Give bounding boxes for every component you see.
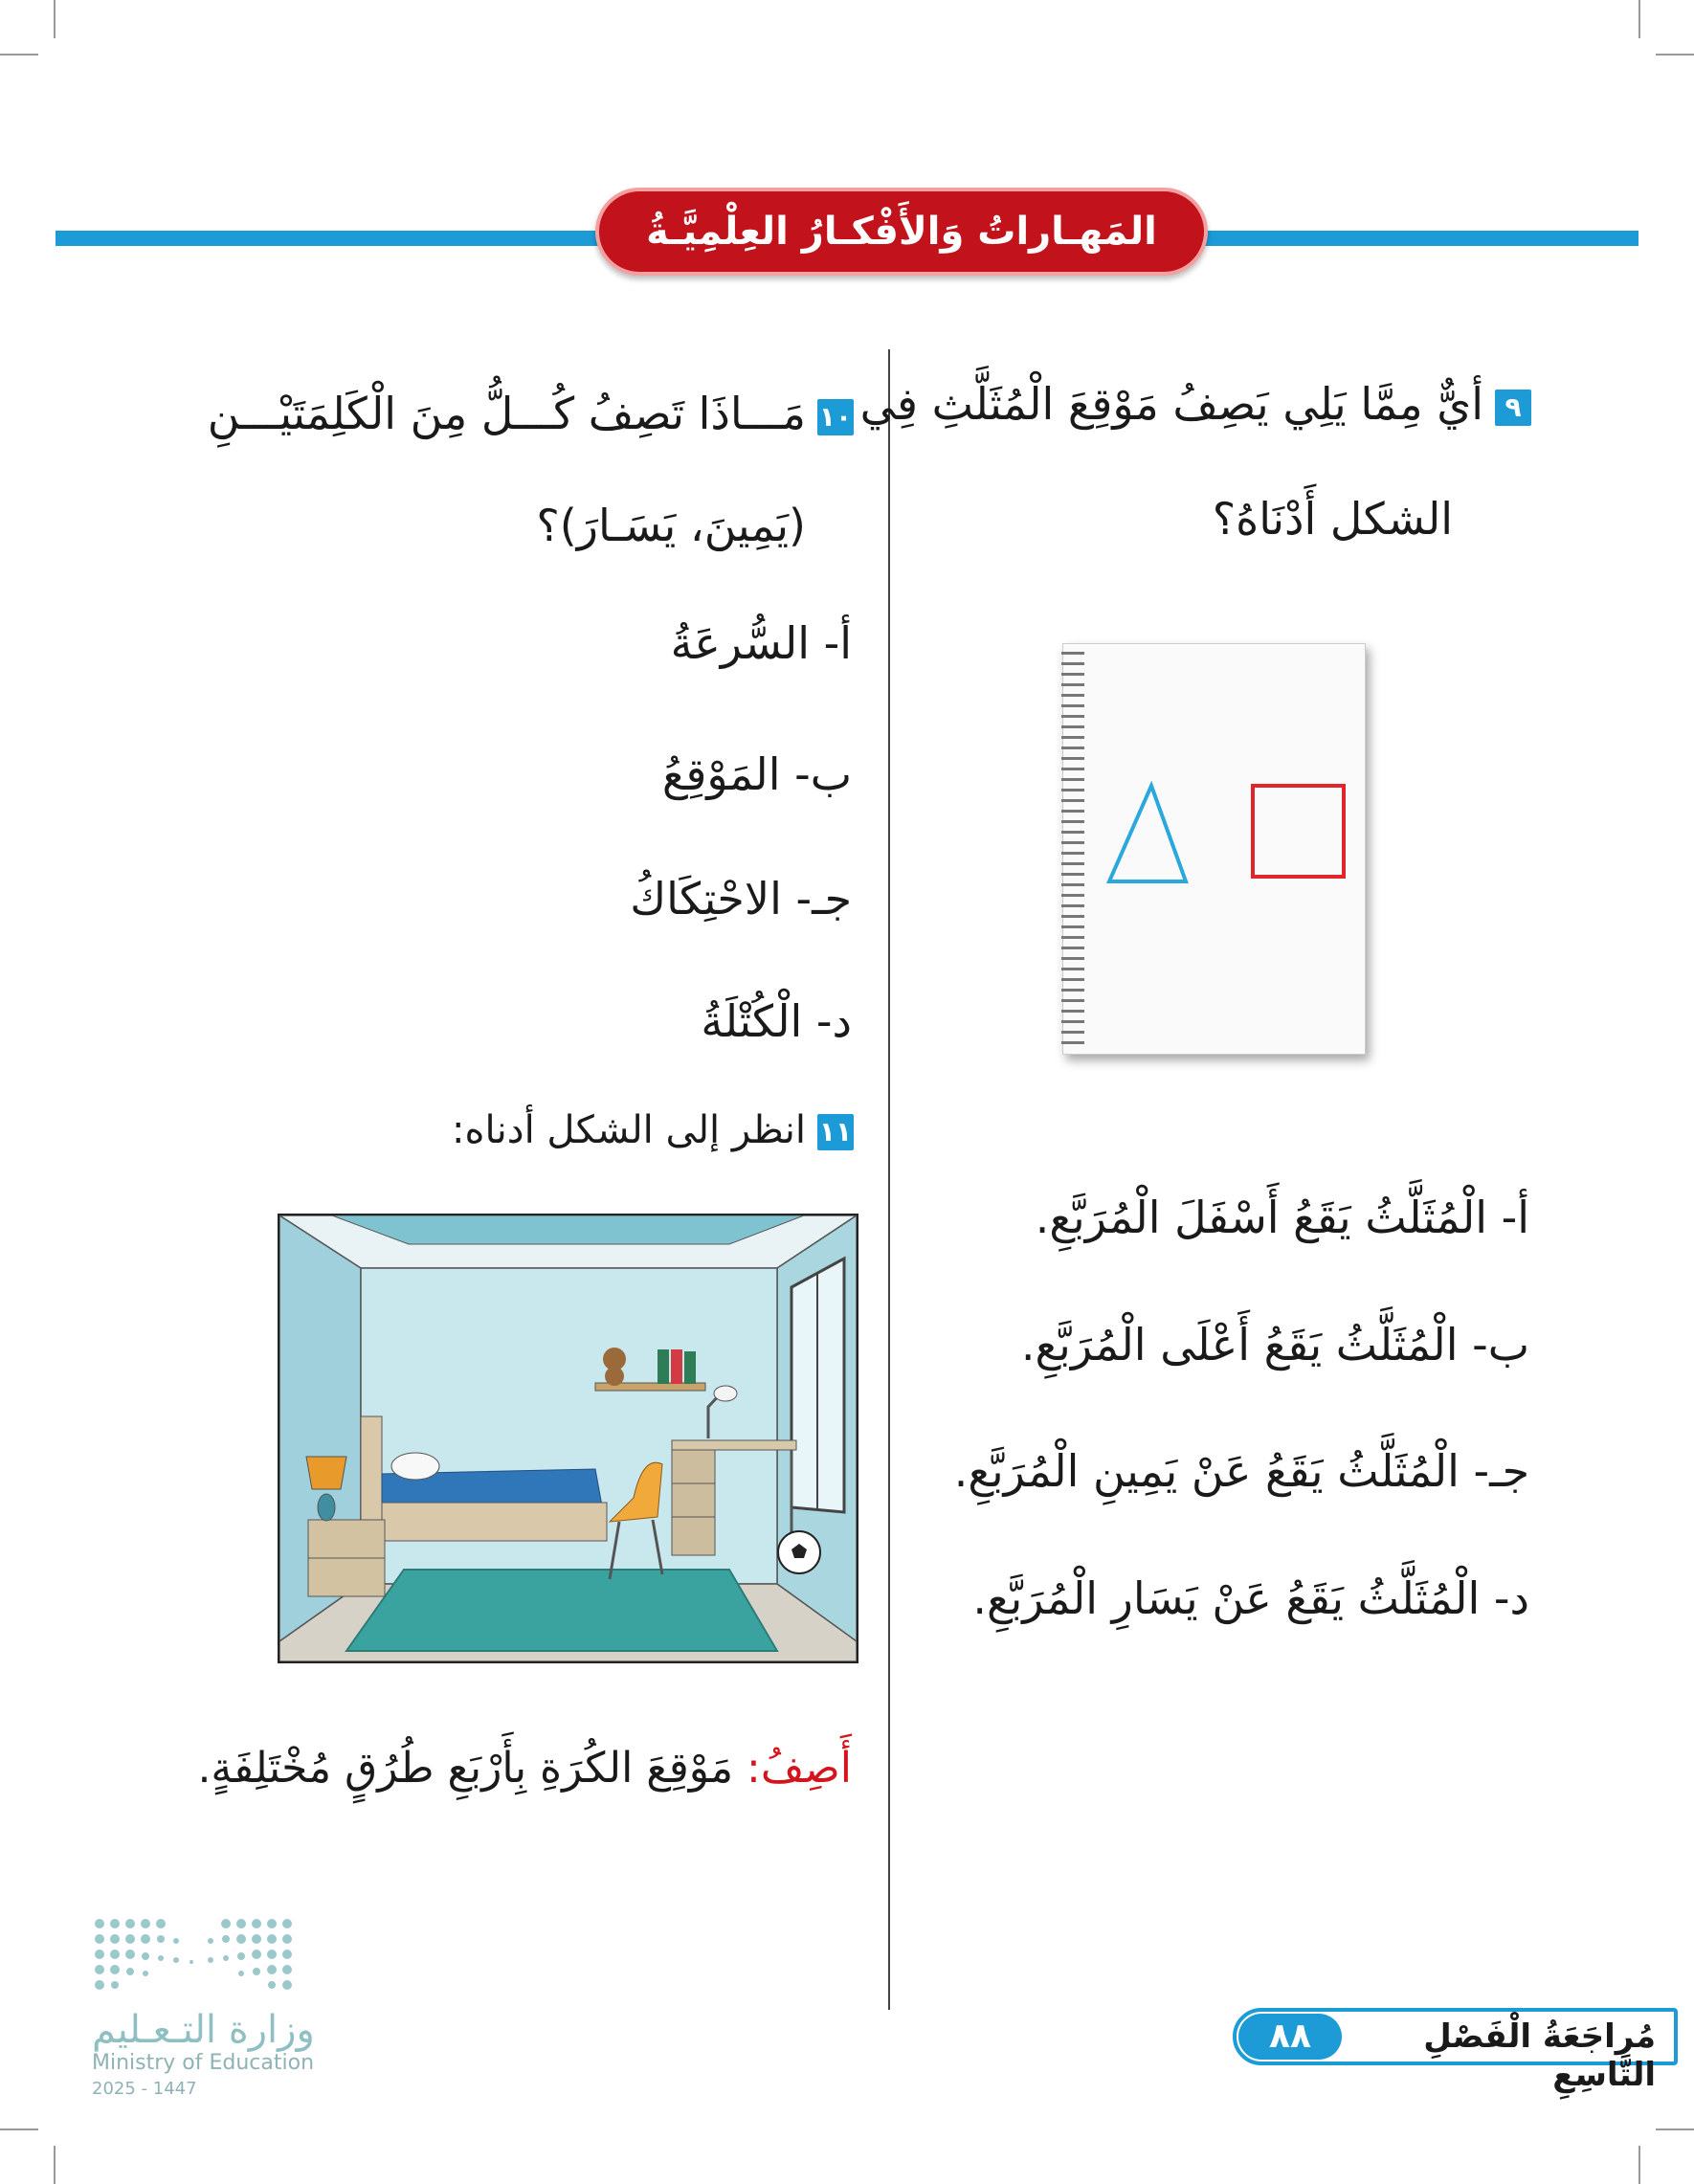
crop-mark xyxy=(54,2146,56,2184)
q10-option-d[interactable]: د- الْكُتْلَةُ xyxy=(701,995,852,1047)
q10-option-a[interactable]: أ- السُّرعَةُ xyxy=(670,617,852,669)
q9-option-b[interactable]: ب- الْمُثَلَّثُ يَقَعُ أَعْلَى الْمُرَبَّعِ. xyxy=(1020,1319,1529,1371)
q10-line2: (يَمِينَ، يَسَـارَ)؟ xyxy=(536,500,806,551)
ministry-name-en: Ministry of Education xyxy=(92,2051,315,2075)
q11-describe xyxy=(197,1744,852,1793)
section-title: المَهـاراتُ وَالأَفْكـارُ العِلْمِيَّـةُ xyxy=(646,210,1157,254)
notebook-image xyxy=(1062,643,1366,1055)
triangle-shape xyxy=(1109,786,1186,881)
chapter-review-title: مُراجَعَةُ الْفَصْلِ التَّاسِعِ xyxy=(1423,2017,1656,2094)
q9-line1: ٩أيٌّ مِمَّا يَلِي يَصِفُ مَوْقِعَ الْمُثَلَّثِ فِي xyxy=(860,378,1531,430)
q10-line1: ١٠مَـــاذَا تَصِفُ كُـــلُّ مِنَ الْكَلِمَتَيْـــنِ xyxy=(207,388,853,439)
q9-option-a[interactable]: أ- الْمُثَلَّثُ يَقَعُ أَسْفَلَ الْمُرَبَّعِ. xyxy=(1035,1192,1529,1243)
ministry-logo-icon xyxy=(92,1916,302,1997)
describe-text: مَوْقِعَ الكُرَةِ بِأَرْبَعِ طُرُقٍ مُخْتَلِفَةٍ. xyxy=(197,1744,747,1793)
square-shape xyxy=(1253,786,1344,877)
ministry-name-ar: وزارة التـعـليم xyxy=(92,2008,315,2052)
bedroom-illustration xyxy=(279,1215,857,1661)
crop-mark xyxy=(0,54,38,56)
bedroom-image xyxy=(278,1214,858,1663)
q10-option-c[interactable]: جـ- الاحْتِكَاكُ xyxy=(630,873,852,925)
crop-mark xyxy=(1656,54,1694,56)
describe-label: أَصِفُ: xyxy=(747,1744,852,1793)
crop-mark xyxy=(1656,2128,1694,2130)
q10-number-badge: ١٠ xyxy=(817,399,854,435)
crop-mark xyxy=(1638,0,1640,38)
crop-mark xyxy=(54,0,56,38)
section-header xyxy=(595,188,1208,276)
crop-mark xyxy=(1638,2146,1640,2184)
column-divider xyxy=(888,349,890,2010)
page-number: ٨٨ xyxy=(1238,2014,1342,2060)
q9-number-badge: ٩ xyxy=(1495,390,1531,426)
ministry-year: 2025 - 1447 xyxy=(92,2079,197,2099)
q9-line2: الشكل أَدْنَاهُ؟ xyxy=(1212,493,1453,545)
q10-option-b[interactable]: ب- المَوْقِعُ xyxy=(661,748,852,800)
q9-option-d[interactable]: د- الْمُثَلَّثُ يَقَعُ عَنْ يَسَارِ الْمُرَبَّعِ. xyxy=(972,1572,1529,1624)
q9-option-c[interactable]: جـ- الْمُثَلَّثُ يَقَعُ عَنْ يَمِينِ الْمُرَبَّعِ. xyxy=(953,1445,1529,1497)
shapes-drawing xyxy=(1063,644,1365,1054)
q11-number-badge: ١١ xyxy=(817,1114,854,1150)
q11-line: ١١انظر إلى الشكل أدناه: xyxy=(452,1108,853,1152)
crop-mark xyxy=(0,2128,38,2130)
